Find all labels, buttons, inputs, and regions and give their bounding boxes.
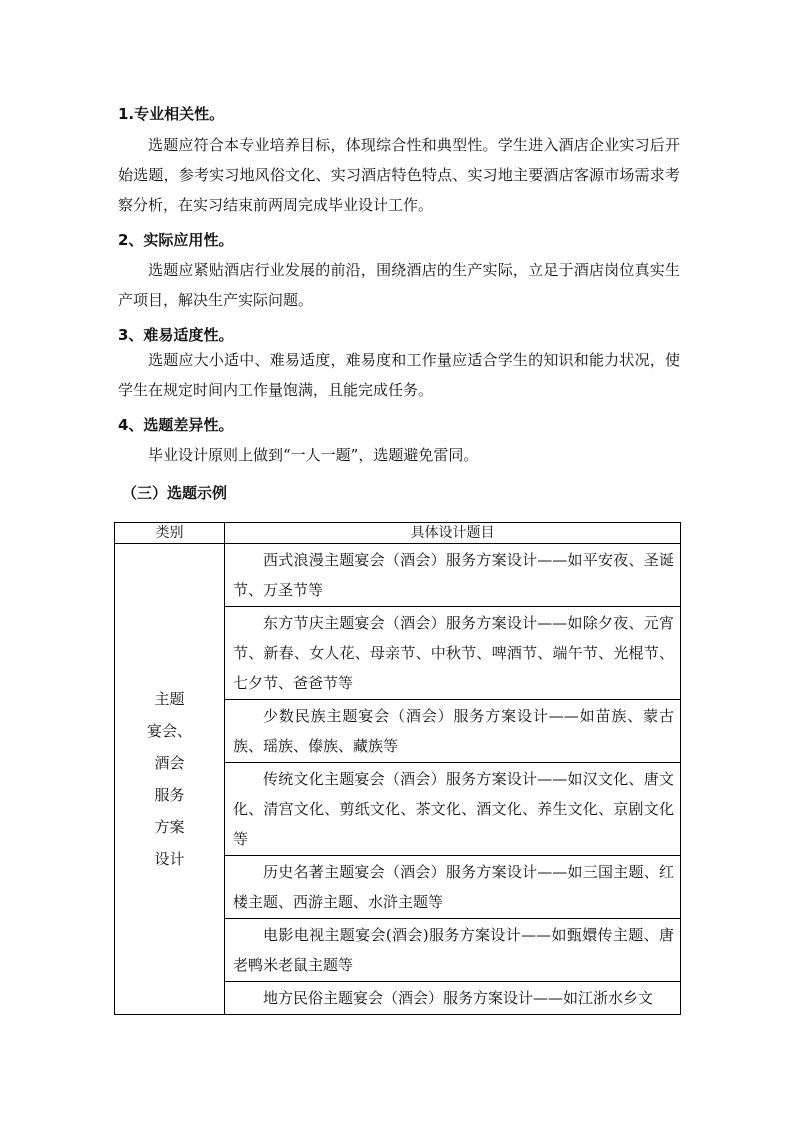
section-heading-1: 1.专业相关性。 bbox=[118, 105, 225, 123]
category-line: 服务 bbox=[154, 786, 185, 804]
table-header-row bbox=[115, 523, 681, 544]
topic-cell: 传统文化主题宴会（酒会）服务方案设计——如汉文化、唐文化、清宫文化、剪纸文化、茶文化、酒文化、养生文化、京剧文化等 bbox=[225, 763, 681, 856]
topic-cell: 少数民族主题宴会（酒会）服务方案设计——如苗族、蒙古族、瑶族、傣族、藏族等 bbox=[225, 700, 681, 763]
section-body-2: 选题应紧贴酒店行业发展的前沿，围绕酒店的生产实际，立足于酒店岗位真实生产项目，解决生产实际问题。 bbox=[118, 261, 680, 309]
category-line: 宴会、 bbox=[146, 722, 192, 740]
topic-cell: 地方民俗主题宴会（酒会）服务方案设计——如江浙水乡文 bbox=[225, 982, 681, 1015]
examples-heading: （三）选题示例 bbox=[122, 484, 228, 502]
topic-cell: 电影电视主题宴会(酒会)服务方案设计——如甄嬛传主题、唐老鸭米老鼠主题等 bbox=[225, 919, 681, 982]
topic-column-header: 具体设计题目 bbox=[225, 523, 681, 544]
category-line: 主题 bbox=[154, 690, 185, 708]
category-line: 设计 bbox=[154, 850, 185, 868]
section-heading-4: 4、选题差异性。 bbox=[118, 416, 234, 434]
section-heading-2: 2、实际应用性。 bbox=[118, 231, 234, 249]
topic-examples-table bbox=[114, 522, 681, 1015]
table-row bbox=[115, 544, 681, 607]
topic-cell: 历史名著主题宴会（酒会）服务方案设计——如三国主题、红楼主题、西游主题、水浒主题等 bbox=[225, 856, 681, 919]
topic-cell: 东方节庆主题宴会（酒会）服务方案设计——如除夕夜、元宵节、新春、女人花、母亲节、中秋节、啤酒节、端午节、光棍节、七夕节、爸爸节等 bbox=[225, 607, 681, 700]
topic-cell: 西式浪漫主题宴会（酒会）服务方案设计——如平安夜、圣诞节、万圣节等 bbox=[225, 544, 681, 607]
category-cell bbox=[115, 544, 225, 1015]
category-line: 酒会 bbox=[154, 754, 185, 772]
section-heading-3: 3、难易适度性。 bbox=[118, 326, 234, 344]
section-body-3: 选题应大小适中、难易适度，难易度和工作量应适合学生的知识和能力状况，使学生在规定时间内工作量饱满，且能完成任务。 bbox=[118, 351, 680, 399]
section-body-1: 选题应符合本专业培养目标，体现综合性和典型性。学生进入酒店企业实习后开始选题，参考实习地风俗文化、实习酒店特色特点、实习地主要酒店客源市场需求考察分析，在实习结束前两周完成毕业设计工作。 bbox=[118, 136, 680, 214]
category-column-header: 类别 bbox=[115, 523, 225, 544]
category-line: 方案 bbox=[154, 818, 185, 836]
section-body-4: 毕业设计原则上做到“一人一题”，选题避免雷同。 bbox=[148, 446, 479, 464]
